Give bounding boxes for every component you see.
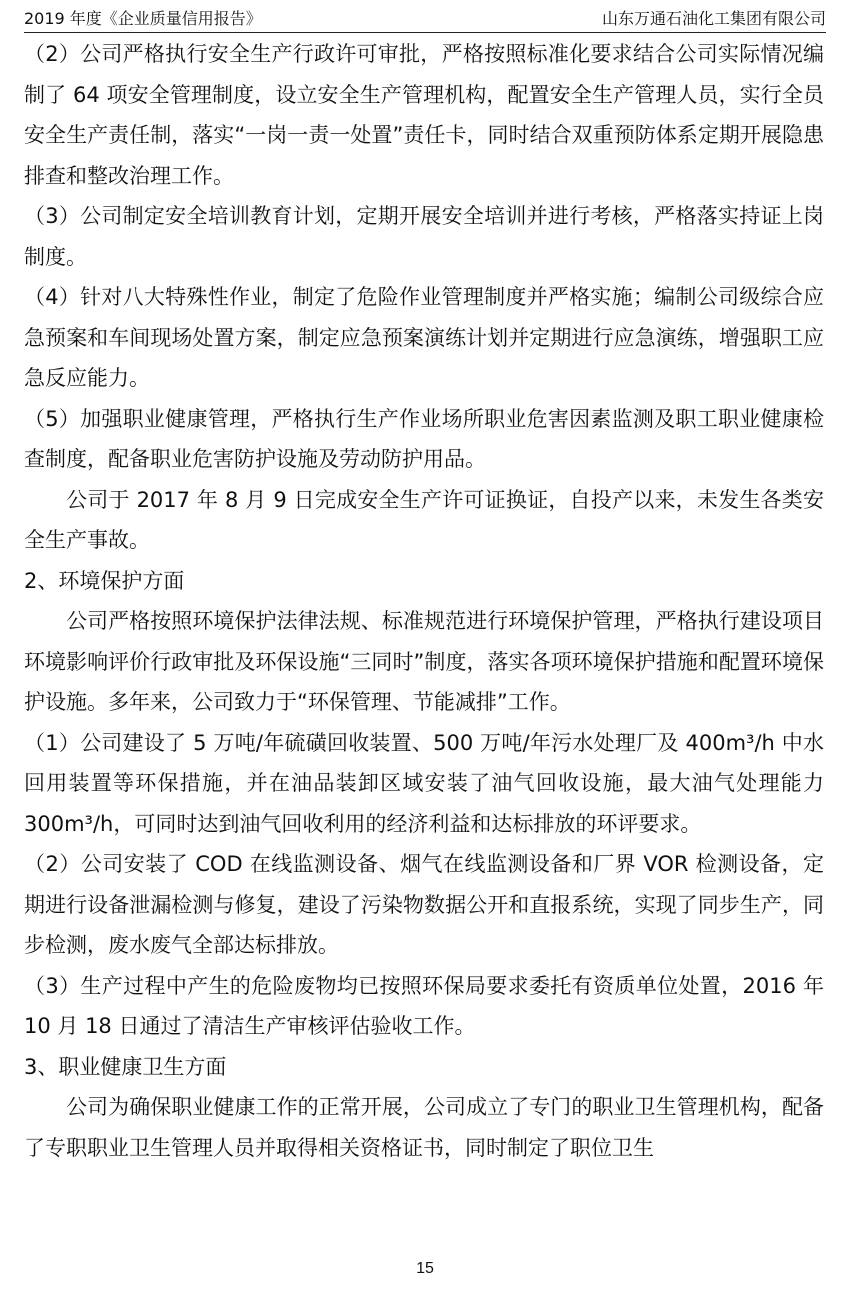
page-number: 15 xyxy=(416,1260,434,1277)
section-heading: 2、环境保护方面 xyxy=(24,568,185,593)
paragraph: （3）生产过程中产生的危险废物均已按照环保局要求委托有资质单位处置，2016 年 10 月 18 日通过了清洁生产审核评估验收工作。 xyxy=(24,973,824,1038)
paragraph: 公司严格按照环境保护法律法规、标准规范进行环境保护管理，严格执行建设项目环境影响评价行政审批及环保设施“三同时”制度，落实各项环境保护措施和配置环境保护设施。多年来，公司致力于“环保管理、节能减排”工作。 xyxy=(24,609,824,714)
paragraph: 公司为确保职业健康工作的正常开展，公司成立了专门的职业卫生管理机构，配备了专职职业卫生管理人员并取得相关资格证书，同时制定了职位卫生 xyxy=(24,1095,824,1160)
page-header xyxy=(24,4,826,33)
document-body xyxy=(24,34,824,1168)
paragraph: 公司于 2017 年 8 月 9 日完成安全生产许可证换证，自投产以来，未发生各类安全生产事故。 xyxy=(24,487,824,552)
paragraph: （2）公司安装了 COD 在线监测设备、烟气在线监测设备和厂界 VOR 检测设备，定期进行设备泄漏检测与修复，建设了污染物数据公开和直报系统，实现了同步生产，同步检测，废水废气全部达标排放。 xyxy=(24,852,824,957)
paragraph: （3）公司制定安全培训教育计划，定期开展安全培训并进行考核，严格落实持证上岗制度。 xyxy=(24,204,824,269)
company-name: 山东万通石油化工集团有限公司 xyxy=(601,9,826,28)
paragraph: （1）公司建设了 5 万吨/年硫磺回收装置、500 万吨/年污水处理厂及 400m³/h 中水回用装置等环保措施，并在油品装卸区域安装了油气回收设施，最大油气处理能力 300m³/h，可同时达到油气回收利用的经济利益和达标排放的环评要求。 xyxy=(24,730,824,836)
section-heading: 3、职业健康卫生方面 xyxy=(24,1054,227,1079)
paragraph: （2）公司严格执行安全生产行政许可审批，严格按照标准化要求结合公司实际情况编制了 64 项安全管理制度，设立安全生产管理机构，配置安全生产管理人员，实行全员安全生产责任制，落实“一岗一责一处置”责任卡，同时结合双重预防体系定期开展隐患排查和整改治理工作。 xyxy=(24,42,824,188)
paragraph: （5）加强职业健康管理，严格执行生产作业场所职业危害因素监测及职工职业健康检查制度，配备职业危害防护设施及劳动防护用品。 xyxy=(24,406,824,471)
paragraph: （4）针对八大特殊性作业，制定了危险作业管理制度并严格实施；编制公司级综合应急预案和车间现场处置方案，制定应急预案演练计划并定期进行应急演练，增强职工应急反应能力。 xyxy=(24,285,824,390)
report-title: 2019 年度《企业质量信用报告》 xyxy=(24,9,262,28)
